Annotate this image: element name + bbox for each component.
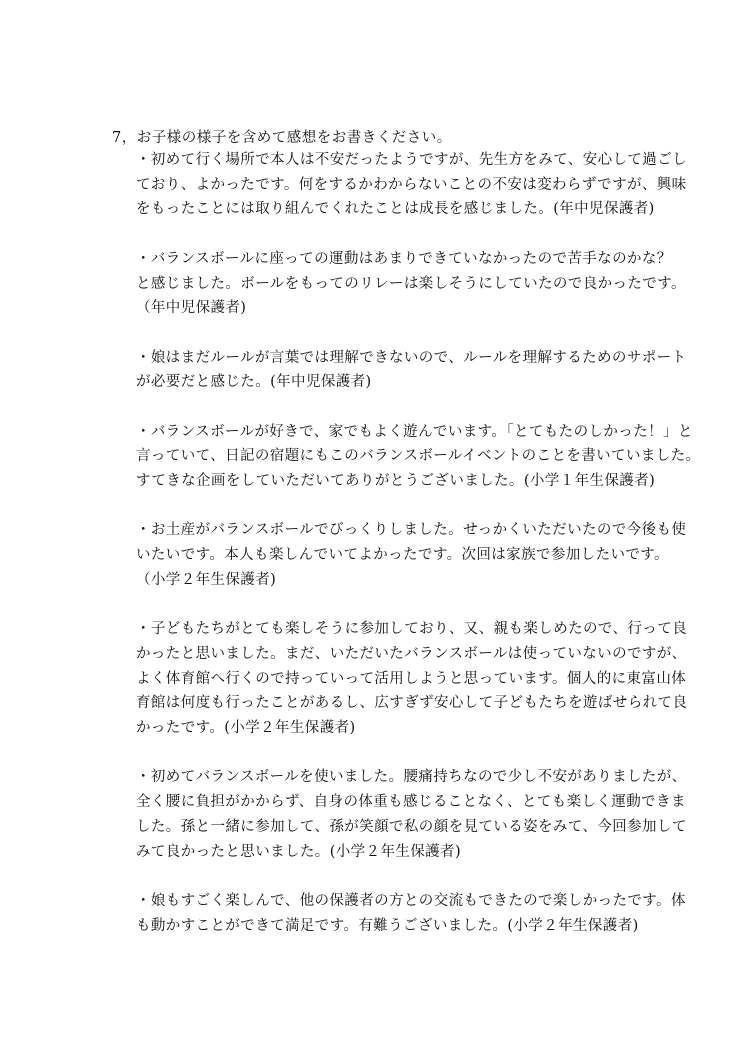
response-6 (136, 617, 688, 741)
response-line: ・子どもたちがとても楽しそうに参加しており、又、親も楽しめたので、行って良 (136, 621, 688, 638)
response-line: ・バランスボールが好きで、家でもよく遊んでいます。「とてもたのしかった！」と (136, 423, 693, 440)
response-list (136, 148, 701, 963)
response-line: と感じました。ボールをもってのリレーは楽しそうにしていたので良かったです。 (136, 275, 686, 292)
response-line: よく体育館へ行くので持っていって活用しようと思っています。個人的に東富山体 (136, 670, 687, 687)
response-line: ・バランスボールに座っての運動はあまりできていなかったので苦手なのかな？ (136, 250, 672, 267)
response-1 (136, 148, 688, 222)
response-5 (136, 518, 687, 592)
response-2 (136, 247, 686, 321)
response-line: をもったことには取り組んでくれたことは成長を感じました。(年中児保護者) (136, 201, 655, 218)
response-line: （小学２年生保護者) (136, 571, 277, 588)
response-line: かったと思いました。まだ、いただいたバランスボールは使っていないのですが、 (136, 645, 687, 662)
question-heading: 7，お子様の様子を含めて感想をお書きください。 (112, 130, 452, 146)
response-3 (136, 346, 687, 395)
response-line: ・初めてバランスボールを使いました。腰痛持ちなので少し不安がありましたが、 (136, 769, 687, 786)
response-line: ており、よかったです。何をするかわからないことの不安は変わらずですが、興味 (136, 176, 687, 193)
response-8 (136, 889, 686, 938)
response-line: ・娘はまだルールが言葉では理解できないので、ルールを理解するためのサポート (136, 349, 687, 366)
response-line: も動かすことができて満足です。有難うございました。(小学２年生保護者) (136, 917, 639, 934)
response-line: かったです。(小学２年生保護者) (136, 720, 356, 737)
response-line: すてきな企画をしていただいてありがとうございました。(小学１年生保護者) (136, 473, 656, 490)
response-7 (136, 765, 687, 864)
response-line: ・お土産がバランスボールでびっくりしました。せっかくいただいたので今後も使 (136, 522, 687, 539)
response-line: 育館は何度も行ったことがあるし、広すぎず安心して子どもたちを遊ばせられて良 (136, 695, 688, 712)
response-line: ・初めて行く場所で本人は不安だったようですが、先生方をみて、安心して過ごし (136, 152, 688, 168)
response-line: 言っていて、日記の宿題にもこのバランスボールイベントのことを書いていました。 (136, 448, 701, 465)
response-line: 全く腰に負担がかからず、自身の体重も感じることなく、とても楽しく運動できま (136, 794, 686, 811)
response-line: ・娘もすごく楽しんで、他の保護者の方との交流もできたので楽しかったです。体 (136, 892, 686, 909)
response-line: いたいです。本人も楽しんでいてよかったです。次回は家族で参加したいです。 (136, 547, 669, 564)
response-line: が必要だと感じた。(年中児保護者) (136, 374, 372, 391)
response-line: した。孫と一緒に参加して、孫が笑顔で私の顔を見ている姿をみて、今回参加して (136, 818, 687, 835)
response-line: みて良かったと思いました。(小学２年生保護者) (136, 843, 462, 860)
response-line: （年中児保護者) (136, 300, 247, 317)
response-4 (136, 420, 701, 494)
